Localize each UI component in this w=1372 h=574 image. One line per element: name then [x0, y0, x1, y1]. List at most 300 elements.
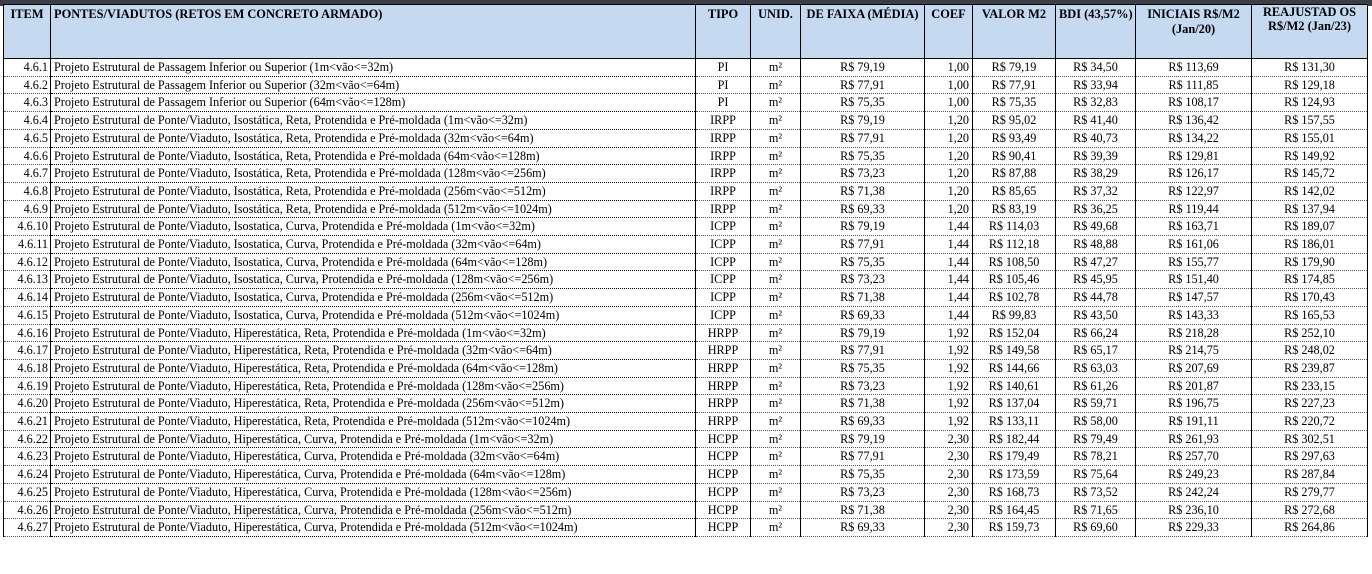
row-coef: 1,00 — [925, 94, 973, 112]
row-coef: 1,92 — [925, 324, 973, 342]
row-bdi: R$ 38,29 — [1056, 165, 1136, 183]
row-description: Projeto Estrutural de Ponte/Viaduto, Hiperestática, Curva, Protendida e Pré-moldada (512m<vão<=1024m) — [51, 519, 696, 537]
row-description: Projeto Estrutural de Passagem Inferior ou Superior (32m<vão<=64m) — [51, 76, 696, 94]
row-valor: R$ 137,04 — [973, 395, 1056, 413]
row-description: Projeto Estrutural de Ponte/Viaduto, Isostática, Reta, Protendida e Pré-moldada (256m<vão<=512m) — [51, 182, 696, 200]
row-description: Projeto Estrutural de Passagem Inferior ou Superior (1m<vão<=32m) — [51, 59, 696, 77]
row-tipo: HRPP — [696, 395, 751, 413]
table-row — [4, 94, 1368, 112]
header-tipo: TIPO — [696, 5, 751, 59]
row-valor: R$ 168,73 — [973, 483, 1056, 501]
row-iniciais: R$ 129,81 — [1136, 147, 1252, 165]
row-reajustado: R$ 186,01 — [1252, 236, 1368, 254]
row-tipo: HCPP — [696, 519, 751, 537]
table-row — [4, 395, 1368, 413]
row-item: 4.6.13 — [4, 271, 51, 289]
row-coef: 1,20 — [925, 129, 973, 147]
row-unid: m² — [751, 519, 801, 537]
row-valor: R$ 93,49 — [973, 129, 1056, 147]
row-coef: 1,20 — [925, 182, 973, 200]
row-item: 4.6.21 — [4, 413, 51, 431]
row-tipo: IRPP — [696, 147, 751, 165]
row-bdi: R$ 40,73 — [1056, 129, 1136, 147]
row-reajustado: R$ 155,01 — [1252, 129, 1368, 147]
row-description: Projeto Estrutural de Ponte/Viaduto, Isostatica, Curva, Protendida e Pré-moldada (64m<vão<=128m) — [51, 253, 696, 271]
row-iniciais: R$ 119,44 — [1136, 200, 1252, 218]
table-row — [4, 112, 1368, 130]
table-row — [4, 271, 1368, 289]
row-faixa: R$ 77,91 — [801, 448, 925, 466]
row-iniciais: R$ 236,10 — [1136, 501, 1252, 519]
row-tipo: IRPP — [696, 165, 751, 183]
header-faixa: DE FAIXA (MÉDIA) — [801, 5, 925, 59]
row-unid: m² — [751, 94, 801, 112]
row-coef: 1,00 — [925, 59, 973, 77]
row-item: 4.6.15 — [4, 306, 51, 324]
row-tipo: HCPP — [696, 448, 751, 466]
table-row — [4, 519, 1368, 537]
row-tipo: PI — [696, 94, 751, 112]
row-unid: m² — [751, 342, 801, 360]
row-valor: R$ 112,18 — [973, 236, 1056, 254]
header-iniciais: INICIAIS R$/M2 (Jan/20) — [1136, 5, 1252, 59]
table-row — [4, 501, 1368, 519]
row-reajustado: R$ 287,84 — [1252, 466, 1368, 484]
row-unid: m² — [751, 253, 801, 271]
row-unid: m² — [751, 430, 801, 448]
header-unid: UNID. — [751, 5, 801, 59]
header-description: PONTES/VIADUTOS (RETOS EM CONCRETO ARMADO) — [51, 5, 696, 59]
row-bdi: R$ 49,68 — [1056, 218, 1136, 236]
row-valor: R$ 179,49 — [973, 448, 1056, 466]
row-reajustado: R$ 137,94 — [1252, 200, 1368, 218]
row-bdi: R$ 44,78 — [1056, 289, 1136, 307]
row-valor: R$ 152,04 — [973, 324, 1056, 342]
row-coef: 1,20 — [925, 165, 973, 183]
row-item: 4.6.16 — [4, 324, 51, 342]
row-tipo: ICPP — [696, 236, 751, 254]
row-coef: 1,44 — [925, 218, 973, 236]
row-coef: 1,00 — [925, 76, 973, 94]
row-unid: m² — [751, 466, 801, 484]
row-item: 4.6.8 — [4, 182, 51, 200]
row-valor: R$ 95,02 — [973, 112, 1056, 130]
row-tipo: IRPP — [696, 129, 751, 147]
row-iniciais: R$ 136,42 — [1136, 112, 1252, 130]
row-reajustado: R$ 142,02 — [1252, 182, 1368, 200]
row-reajustado: R$ 129,18 — [1252, 76, 1368, 94]
table-row — [4, 200, 1368, 218]
header-bdi: BDI (43,57%) — [1056, 5, 1136, 59]
row-iniciais: R$ 134,22 — [1136, 129, 1252, 147]
row-bdi: R$ 32,83 — [1056, 94, 1136, 112]
row-valor: R$ 114,03 — [973, 218, 1056, 236]
row-faixa: R$ 75,35 — [801, 147, 925, 165]
row-iniciais: R$ 108,17 — [1136, 94, 1252, 112]
row-reajustado: R$ 179,90 — [1252, 253, 1368, 271]
row-description: Projeto Estrutural de Ponte/Viaduto, Hiperestática, Reta, Protendida e Pré-moldada (64m<vão<=128m) — [51, 359, 696, 377]
row-iniciais: R$ 229,33 — [1136, 519, 1252, 537]
table-row — [4, 448, 1368, 466]
row-faixa: R$ 73,23 — [801, 165, 925, 183]
row-coef: 1,92 — [925, 413, 973, 431]
row-description: Projeto Estrutural de Ponte/Viaduto, Isostatica, Curva, Protendida e Pré-moldada (128m<vão<=256m) — [51, 271, 696, 289]
row-coef: 2,30 — [925, 430, 973, 448]
row-unid: m² — [751, 395, 801, 413]
row-coef: 1,44 — [925, 253, 973, 271]
row-description: Projeto Estrutural de Ponte/Viaduto, Hiperestática, Curva, Protendida e Pré-moldada (128m<vão<=256m) — [51, 483, 696, 501]
row-item: 4.6.24 — [4, 466, 51, 484]
row-description: Projeto Estrutural de Ponte/Viaduto, Isostática, Reta, Protendida e Pré-moldada (512m<vão<=1024m) — [51, 200, 696, 218]
row-iniciais: R$ 261,93 — [1136, 430, 1252, 448]
row-valor: R$ 79,19 — [973, 59, 1056, 77]
row-bdi: R$ 34,50 — [1056, 59, 1136, 77]
row-unid: m² — [751, 306, 801, 324]
row-faixa: R$ 77,91 — [801, 342, 925, 360]
row-coef: 1,92 — [925, 342, 973, 360]
row-reajustado: R$ 157,55 — [1252, 112, 1368, 130]
row-valor: R$ 144,66 — [973, 359, 1056, 377]
row-item: 4.6.5 — [4, 129, 51, 147]
row-bdi: R$ 65,17 — [1056, 342, 1136, 360]
row-tipo: ICPP — [696, 289, 751, 307]
table-row — [4, 236, 1368, 254]
row-item: 4.6.18 — [4, 359, 51, 377]
row-bdi: R$ 71,65 — [1056, 501, 1136, 519]
row-bdi: R$ 37,32 — [1056, 182, 1136, 200]
row-iniciais: R$ 122,97 — [1136, 182, 1252, 200]
row-item: 4.6.19 — [4, 377, 51, 395]
row-unid: m² — [751, 182, 801, 200]
header-valor: VALOR M2 — [973, 5, 1056, 59]
row-reajustado: R$ 131,30 — [1252, 59, 1368, 77]
row-reajustado: R$ 239,87 — [1252, 359, 1368, 377]
row-faixa: R$ 77,91 — [801, 236, 925, 254]
row-item: 4.6.17 — [4, 342, 51, 360]
table-row — [4, 430, 1368, 448]
row-item: 4.6.26 — [4, 501, 51, 519]
header-coef: COEF — [925, 5, 973, 59]
row-bdi: R$ 66,24 — [1056, 324, 1136, 342]
row-valor: R$ 83,19 — [973, 200, 1056, 218]
row-faixa: R$ 73,23 — [801, 271, 925, 289]
row-unid: m² — [751, 129, 801, 147]
row-tipo: PI — [696, 59, 751, 77]
row-iniciais: R$ 196,75 — [1136, 395, 1252, 413]
row-bdi: R$ 33,94 — [1056, 76, 1136, 94]
row-faixa: R$ 75,35 — [801, 466, 925, 484]
row-reajustado: R$ 149,92 — [1252, 147, 1368, 165]
row-description: Projeto Estrutural de Ponte/Viaduto, Isostática, Reta, Protendida e Pré-moldada (64m<vão<=128m) — [51, 147, 696, 165]
row-tipo: HCPP — [696, 466, 751, 484]
row-tipo: HRPP — [696, 342, 751, 360]
row-reajustado: R$ 233,15 — [1252, 377, 1368, 395]
table-row — [4, 218, 1368, 236]
row-tipo: HRPP — [696, 324, 751, 342]
row-unid: m² — [751, 501, 801, 519]
table-row — [4, 466, 1368, 484]
row-unid: m² — [751, 448, 801, 466]
table-header-row — [4, 5, 1368, 59]
row-tipo: PI — [696, 76, 751, 94]
row-valor: R$ 140,61 — [973, 377, 1056, 395]
row-valor: R$ 182,44 — [973, 430, 1056, 448]
row-faixa: R$ 79,19 — [801, 324, 925, 342]
table-row — [4, 289, 1368, 307]
row-unid: m² — [751, 377, 801, 395]
row-coef: 1,92 — [925, 377, 973, 395]
row-description: Projeto Estrutural de Ponte/Viaduto, Isostática, Reta, Protendida e Pré-moldada (32m<vão<=64m) — [51, 129, 696, 147]
row-item: 4.6.10 — [4, 218, 51, 236]
row-iniciais: R$ 207,69 — [1136, 359, 1252, 377]
row-tipo: HRPP — [696, 413, 751, 431]
row-faixa: R$ 69,33 — [801, 413, 925, 431]
row-unid: m² — [751, 218, 801, 236]
row-description: Projeto Estrutural de Ponte/Viaduto, Hiperestática, Reta, Protendida e Pré-moldada (32m<vão<=64m) — [51, 342, 696, 360]
row-item: 4.6.2 — [4, 76, 51, 94]
row-reajustado: R$ 165,53 — [1252, 306, 1368, 324]
row-valor: R$ 87,88 — [973, 165, 1056, 183]
row-faixa: R$ 69,33 — [801, 306, 925, 324]
table-row — [4, 483, 1368, 501]
row-bdi: R$ 69,60 — [1056, 519, 1136, 537]
row-coef: 1,44 — [925, 306, 973, 324]
row-reajustado: R$ 279,77 — [1252, 483, 1368, 501]
row-tipo: ICPP — [696, 306, 751, 324]
row-unid: m² — [751, 271, 801, 289]
row-tipo: ICPP — [696, 218, 751, 236]
table-row — [4, 76, 1368, 94]
row-valor: R$ 159,73 — [973, 519, 1056, 537]
row-item: 4.6.7 — [4, 165, 51, 183]
row-description: Projeto Estrutural de Ponte/Viaduto, Hiperestática, Reta, Protendida e Pré-moldada (256m<vão<=512m) — [51, 395, 696, 413]
row-bdi: R$ 79,49 — [1056, 430, 1136, 448]
row-valor: R$ 108,50 — [973, 253, 1056, 271]
row-item: 4.6.27 — [4, 519, 51, 537]
row-coef: 1,44 — [925, 236, 973, 254]
row-iniciais: R$ 257,70 — [1136, 448, 1252, 466]
table-row — [4, 129, 1368, 147]
row-description: Projeto Estrutural de Ponte/Viaduto, Hiperestática, Reta, Protendida e Pré-moldada (512m<vão<=1024m) — [51, 413, 696, 431]
row-tipo: ICPP — [696, 253, 751, 271]
row-iniciais: R$ 214,75 — [1136, 342, 1252, 360]
row-valor: R$ 133,11 — [973, 413, 1056, 431]
row-bdi: R$ 61,26 — [1056, 377, 1136, 395]
row-reajustado: R$ 248,02 — [1252, 342, 1368, 360]
price-table — [3, 4, 1368, 537]
row-description: Projeto Estrutural de Ponte/Viaduto, Hiperestática, Curva, Protendida e Pré-moldada (64m<vão<=128m) — [51, 466, 696, 484]
row-item: 4.6.20 — [4, 395, 51, 413]
row-iniciais: R$ 143,33 — [1136, 306, 1252, 324]
table-row — [4, 306, 1368, 324]
row-valor: R$ 85,65 — [973, 182, 1056, 200]
row-bdi: R$ 36,25 — [1056, 200, 1136, 218]
row-coef: 2,30 — [925, 483, 973, 501]
row-coef: 1,44 — [925, 289, 973, 307]
table-row — [4, 342, 1368, 360]
row-reajustado: R$ 252,10 — [1252, 324, 1368, 342]
row-reajustado: R$ 302,51 — [1252, 430, 1368, 448]
row-coef: 2,30 — [925, 519, 973, 537]
row-faixa: R$ 75,35 — [801, 253, 925, 271]
row-coef: 2,30 — [925, 466, 973, 484]
row-coef: 2,30 — [925, 501, 973, 519]
row-tipo: IRPP — [696, 182, 751, 200]
row-reajustado: R$ 170,43 — [1252, 289, 1368, 307]
row-unid: m² — [751, 200, 801, 218]
row-description: Projeto Estrutural de Ponte/Viaduto, Isostática, Reta, Protendida e Pré-moldada (1m<vão<=32m) — [51, 112, 696, 130]
row-tipo: ICPP — [696, 271, 751, 289]
row-bdi: R$ 75,64 — [1056, 466, 1136, 484]
row-coef: 1,20 — [925, 147, 973, 165]
row-iniciais: R$ 218,28 — [1136, 324, 1252, 342]
row-faixa: R$ 71,38 — [801, 395, 925, 413]
row-faixa: R$ 73,23 — [801, 377, 925, 395]
row-faixa: R$ 71,38 — [801, 289, 925, 307]
row-description: Projeto Estrutural de Ponte/Viaduto, Hiperestática, Reta, Protendida e Pré-moldada (1m<vão<=32m) — [51, 324, 696, 342]
row-faixa: R$ 69,33 — [801, 519, 925, 537]
row-reajustado: R$ 297,63 — [1252, 448, 1368, 466]
row-iniciais: R$ 163,71 — [1136, 218, 1252, 236]
row-valor: R$ 75,35 — [973, 94, 1056, 112]
row-faixa: R$ 79,19 — [801, 430, 925, 448]
row-description: Projeto Estrutural de Ponte/Viaduto, Hiperestática, Reta, Protendida e Pré-moldada (128m<vão<=256m) — [51, 377, 696, 395]
row-item: 4.6.1 — [4, 59, 51, 77]
row-faixa: R$ 79,19 — [801, 59, 925, 77]
row-bdi: R$ 41,40 — [1056, 112, 1136, 130]
row-bdi: R$ 78,21 — [1056, 448, 1136, 466]
row-reajustado: R$ 264,86 — [1252, 519, 1368, 537]
row-iniciais: R$ 155,77 — [1136, 253, 1252, 271]
row-bdi: R$ 45,95 — [1056, 271, 1136, 289]
row-unid: m² — [751, 289, 801, 307]
row-item: 4.6.3 — [4, 94, 51, 112]
row-faixa: R$ 79,19 — [801, 218, 925, 236]
row-faixa: R$ 77,91 — [801, 129, 925, 147]
row-coef: 2,30 — [925, 448, 973, 466]
row-valor: R$ 149,58 — [973, 342, 1056, 360]
table-row — [4, 359, 1368, 377]
row-unid: m² — [751, 59, 801, 77]
row-item: 4.6.11 — [4, 236, 51, 254]
row-description: Projeto Estrutural de Passagem Inferior ou Superior (64m<vão<=128m) — [51, 94, 696, 112]
row-unid: m² — [751, 483, 801, 501]
table-row — [4, 165, 1368, 183]
row-tipo: HRPP — [696, 377, 751, 395]
row-item: 4.6.22 — [4, 430, 51, 448]
row-valor: R$ 173,59 — [973, 466, 1056, 484]
row-reajustado: R$ 174,85 — [1252, 271, 1368, 289]
row-reajustado: R$ 124,93 — [1252, 94, 1368, 112]
table-row — [4, 253, 1368, 271]
row-faixa: R$ 77,91 — [801, 76, 925, 94]
row-tipo: HCPP — [696, 430, 751, 448]
row-unid: m² — [751, 165, 801, 183]
row-bdi: R$ 48,88 — [1056, 236, 1136, 254]
row-coef: 1,92 — [925, 359, 973, 377]
row-item: 4.6.23 — [4, 448, 51, 466]
row-unid: m² — [751, 147, 801, 165]
row-iniciais: R$ 151,40 — [1136, 271, 1252, 289]
row-bdi: R$ 58,00 — [1056, 413, 1136, 431]
row-item: 4.6.25 — [4, 483, 51, 501]
row-iniciais: R$ 113,69 — [1136, 59, 1252, 77]
table-row — [4, 59, 1368, 77]
row-valor: R$ 164,45 — [973, 501, 1056, 519]
row-description: Projeto Estrutural de Ponte/Viaduto, Hiperestática, Curva, Protendida e Pré-moldada (1m<vão<=32m) — [51, 430, 696, 448]
row-faixa: R$ 71,38 — [801, 501, 925, 519]
row-coef: 1,92 — [925, 395, 973, 413]
row-iniciais: R$ 161,06 — [1136, 236, 1252, 254]
row-item: 4.6.14 — [4, 289, 51, 307]
row-tipo: HCPP — [696, 483, 751, 501]
row-valor: R$ 105,46 — [973, 271, 1056, 289]
row-item: 4.6.4 — [4, 112, 51, 130]
table-row — [4, 377, 1368, 395]
row-valor: R$ 102,78 — [973, 289, 1056, 307]
header-item: ITEM — [4, 5, 51, 59]
row-faixa: R$ 73,23 — [801, 483, 925, 501]
row-unid: m² — [751, 76, 801, 94]
row-faixa: R$ 75,35 — [801, 359, 925, 377]
row-item: 4.6.6 — [4, 147, 51, 165]
row-coef: 1,20 — [925, 200, 973, 218]
row-description: Projeto Estrutural de Ponte/Viaduto, Hiperestática, Curva, Protendida e Pré-moldada (256m<vão<=512m) — [51, 501, 696, 519]
row-tipo: HRPP — [696, 359, 751, 377]
row-faixa: R$ 71,38 — [801, 182, 925, 200]
row-bdi: R$ 59,71 — [1056, 395, 1136, 413]
header-reajustados: REAJUSTAD OS R$/M2 (Jan/23) — [1252, 5, 1368, 59]
table-row — [4, 182, 1368, 200]
row-tipo: HCPP — [696, 501, 751, 519]
row-description: Projeto Estrutural de Ponte/Viaduto, Isostatica, Curva, Protendida e Pré-moldada (256m<vão<=512m) — [51, 289, 696, 307]
row-bdi: R$ 47,27 — [1056, 253, 1136, 271]
row-bdi: R$ 39,39 — [1056, 147, 1136, 165]
row-iniciais: R$ 242,24 — [1136, 483, 1252, 501]
row-item: 4.6.9 — [4, 200, 51, 218]
row-iniciais: R$ 147,57 — [1136, 289, 1252, 307]
row-reajustado: R$ 145,72 — [1252, 165, 1368, 183]
row-bdi: R$ 73,52 — [1056, 483, 1136, 501]
row-unid: m² — [751, 413, 801, 431]
row-bdi: R$ 63,03 — [1056, 359, 1136, 377]
table-row — [4, 324, 1368, 342]
row-valor: R$ 90,41 — [973, 147, 1056, 165]
row-iniciais: R$ 111,85 — [1136, 76, 1252, 94]
row-unid: m² — [751, 236, 801, 254]
row-faixa: R$ 75,35 — [801, 94, 925, 112]
row-reajustado: R$ 189,07 — [1252, 218, 1368, 236]
row-iniciais: R$ 191,11 — [1136, 413, 1252, 431]
row-unid: m² — [751, 359, 801, 377]
row-tipo: IRPP — [696, 200, 751, 218]
row-description: Projeto Estrutural de Ponte/Viaduto, Isostática, Reta, Protendida e Pré-moldada (128m<vão<=256m) — [51, 165, 696, 183]
row-valor: R$ 77,91 — [973, 76, 1056, 94]
row-tipo: IRPP — [696, 112, 751, 130]
row-faixa: R$ 69,33 — [801, 200, 925, 218]
row-iniciais: R$ 126,17 — [1136, 165, 1252, 183]
table-row — [4, 413, 1368, 431]
row-reajustado: R$ 272,68 — [1252, 501, 1368, 519]
table-row — [4, 147, 1368, 165]
row-description: Projeto Estrutural de Ponte/Viaduto, Isostatica, Curva, Protendida e Pré-moldada (512m<vão<=1024m) — [51, 306, 696, 324]
row-reajustado: R$ 220,72 — [1252, 413, 1368, 431]
row-faixa: R$ 79,19 — [801, 112, 925, 130]
row-description: Projeto Estrutural de Ponte/Viaduto, Isostatica, Curva, Protendida e Pré-moldada (32m<vão<=64m) — [51, 236, 696, 254]
row-valor: R$ 99,83 — [973, 306, 1056, 324]
row-description: Projeto Estrutural de Ponte/Viaduto, Isostatica, Curva, Protendida e Pré-moldada (1m<vão<=32m) — [51, 218, 696, 236]
row-bdi: R$ 43,50 — [1056, 306, 1136, 324]
